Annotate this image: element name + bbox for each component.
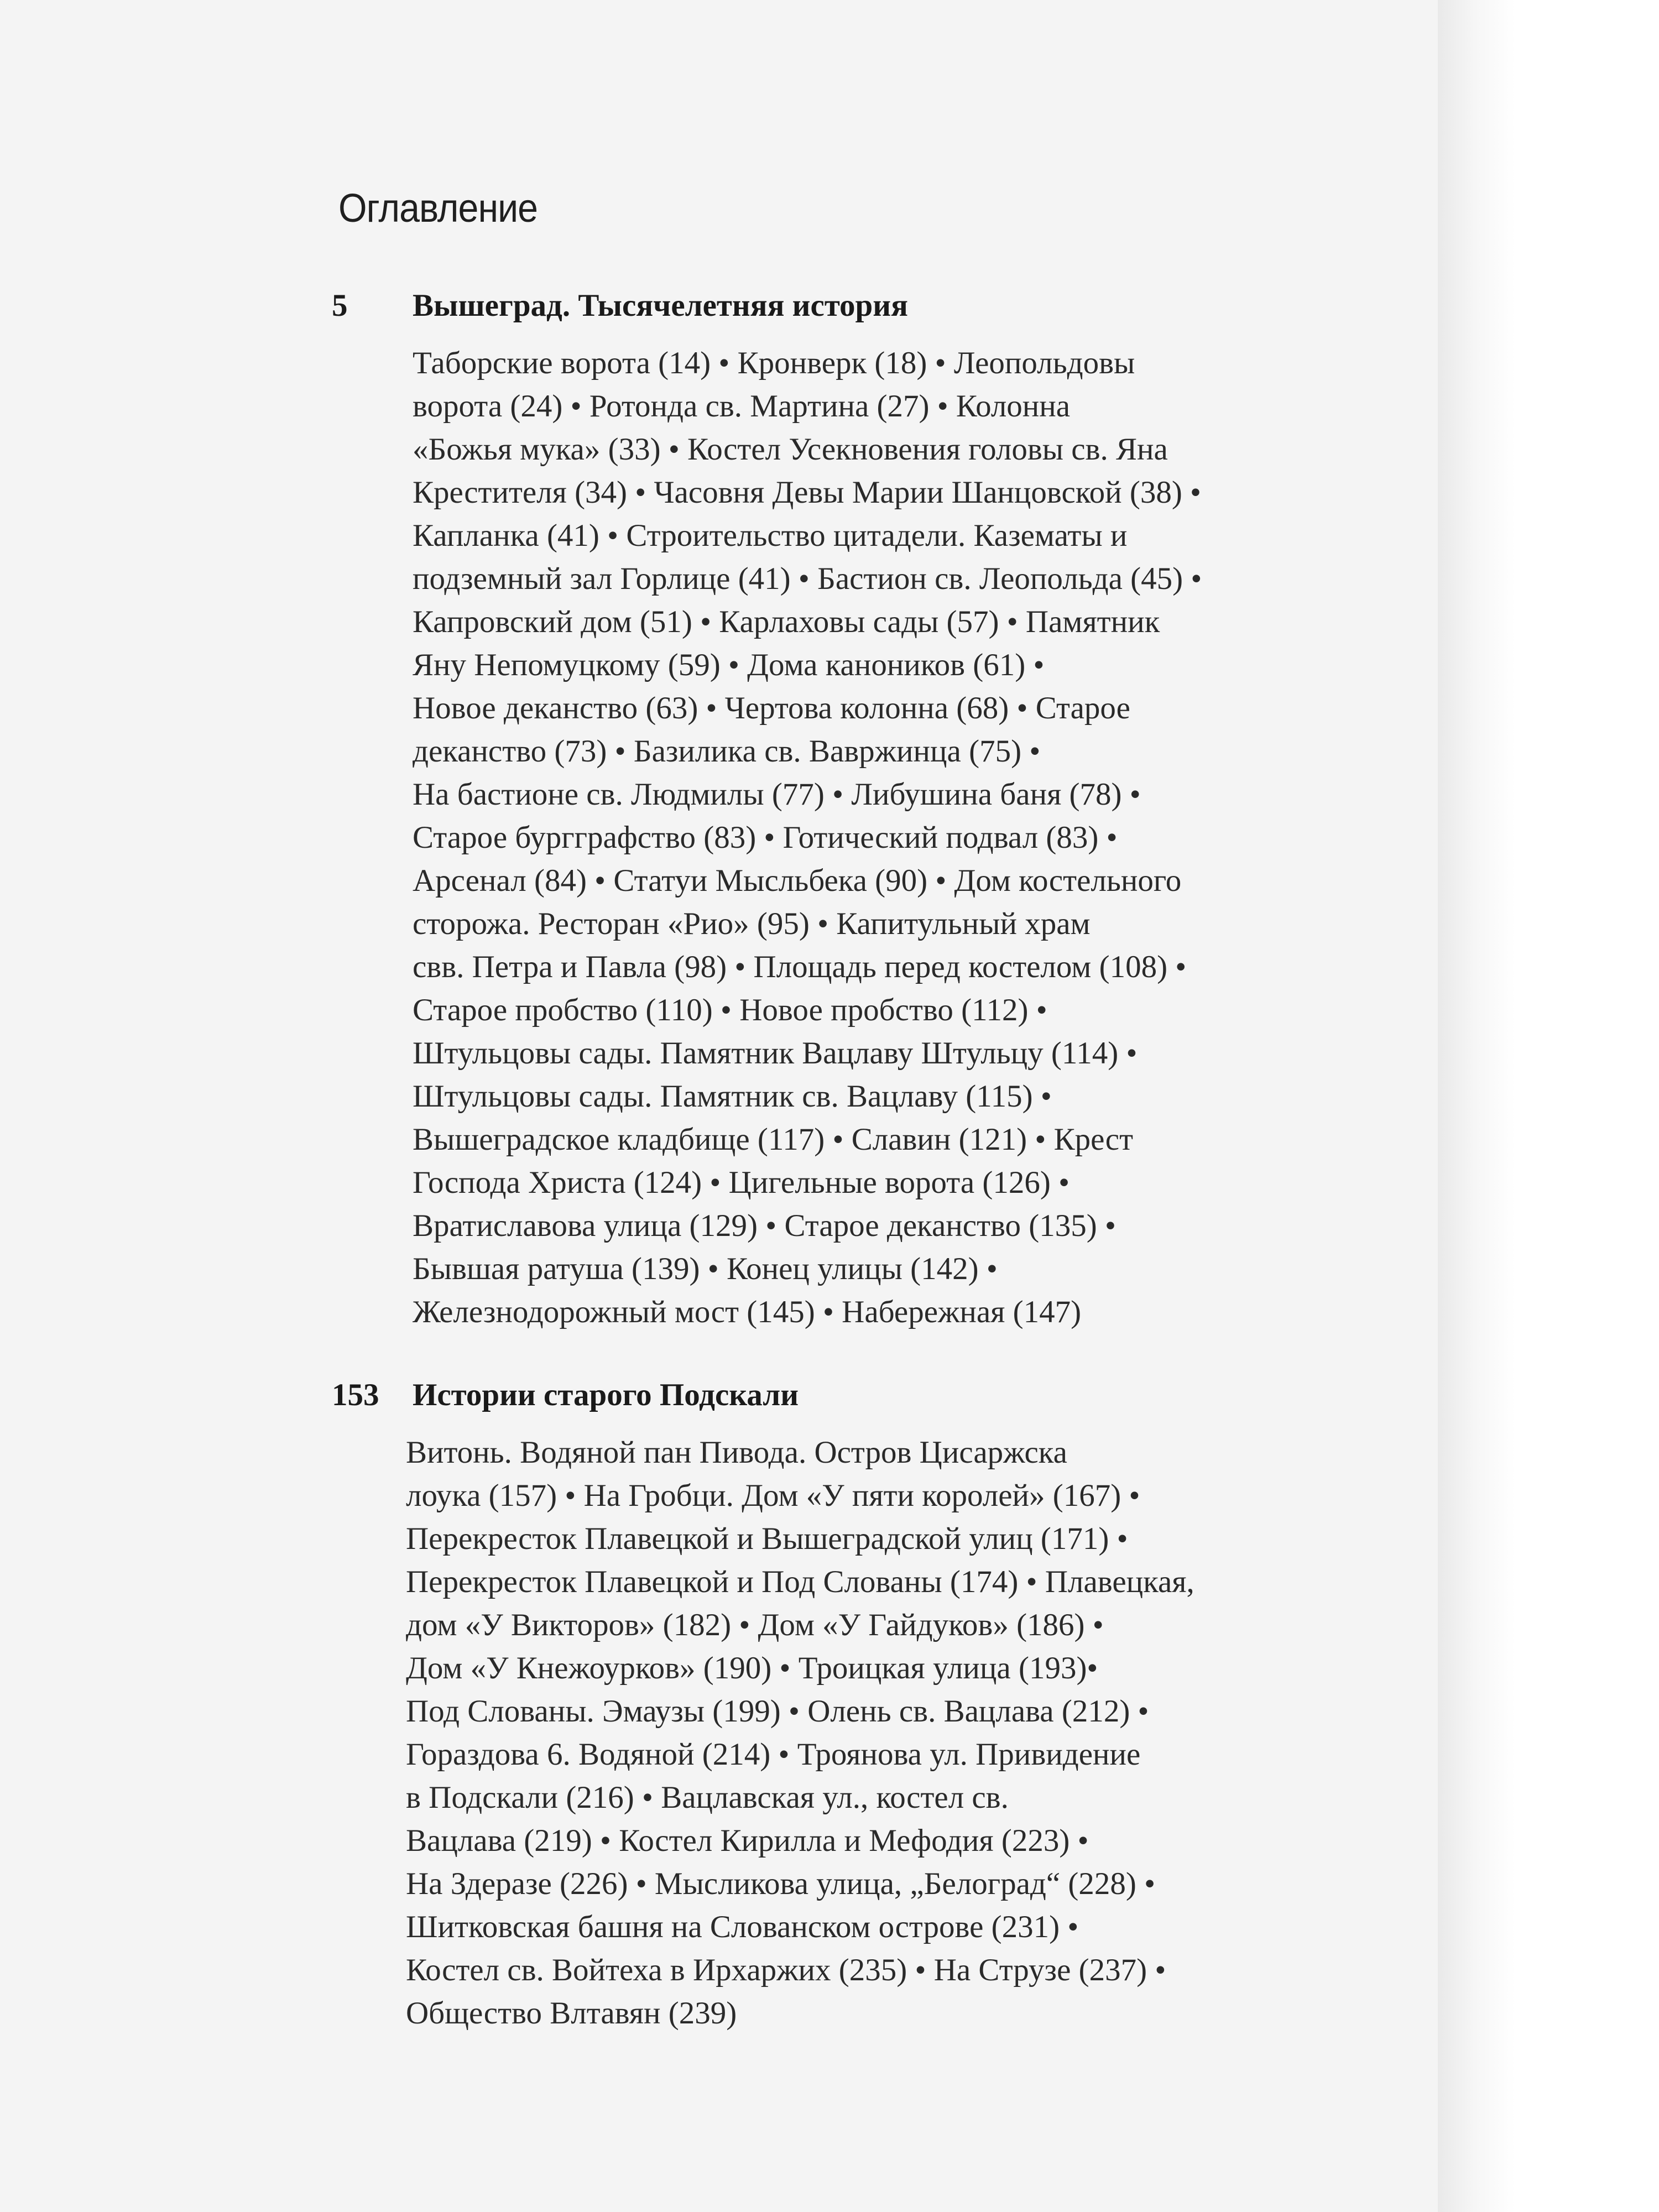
toc-section-1	[332, 288, 1316, 1334]
toc-section-entries	[413, 342, 1316, 1334]
toc-entry-line: Перекресток Плавецкой и Вышеградской улиц (171) •	[406, 1521, 1128, 1556]
toc-title: Оглавление	[338, 186, 538, 231]
toc-entry-line: Перекресток Плавецкой и Под Слованы (174) • Плавецкая,	[406, 1564, 1194, 1599]
toc-entry-line: «Божья мука» (33) • Костел Усекновения головы св. Яна	[413, 432, 1168, 467]
toc-entry-line: Старое пробство (110) • Новое пробство (112) •	[413, 993, 1047, 1027]
toc-entry-line: в Подскали (216) • Вацлавская ул., костел св.	[406, 1780, 1009, 1815]
toc-section-heading	[332, 1377, 1316, 1431]
toc-entry-line: Капланка (41) • Строительство цитадели. Казематы и	[413, 518, 1128, 553]
toc-entry-line: Крестителя (34) • Часовня Девы Марии Шанцовской (38) •	[413, 475, 1202, 510]
toc-entry-line: Общество Влтавян (239)	[406, 1996, 737, 2031]
toc-entry-line: Штульцовы сады. Памятник Вацлаву Штульцу (114) •	[413, 1036, 1138, 1071]
page-gutter	[1438, 0, 1659, 2212]
toc-entry-line: Штульцовы сады. Памятник св. Вацлаву (115) •	[413, 1079, 1052, 1114]
toc-section-title: Вышеград. Тысячелетняя история	[413, 288, 908, 323]
toc-entry-line: Шитковская башня на Слованском острове (231) •	[406, 1910, 1079, 1944]
toc-entry-line: Дом «У Кнежоурков» (190) • Троицкая улица (193)•	[406, 1651, 1098, 1686]
toc-entry-line: Витонь. Водяной пан Пивода. Остров Цисаржска	[406, 1435, 1067, 1470]
toc-entry-line: Вратиславова улица (129) • Старое деканство (135) •	[413, 1208, 1116, 1243]
toc-entry-line: дом «У Викторов» (182) • Дом «У Гайдуков» (186) •	[406, 1608, 1104, 1642]
toc-entry-line: Господа Христа (124) • Цигельные ворота (126) •	[413, 1165, 1070, 1200]
toc-entry-line: На бастионе св. Людмилы (77) • Либушина баня (78) •	[413, 777, 1141, 812]
toc-entry-line: Старое бургграфство (83) • Готический подвал (83) •	[413, 820, 1118, 855]
toc-entry-line: Железнодорожный мост (145) • Набережная (147)	[413, 1295, 1082, 1329]
toc-entry-line: деканство (73) • Базилика св. Вавржинца (75) •	[413, 734, 1041, 769]
toc-entry-line: Арсенал (84) • Статуи Мысльбека (90) • Дом костельного	[413, 863, 1182, 898]
toc-entry-line: Гораздова 6. Водяной (214) • Троянова ул. Привидение	[406, 1737, 1141, 1772]
toc-section-title: Истории старого Подскали	[413, 1378, 799, 1412]
toc-entry-line: Новое деканство (63) • Чертова колонна (68) • Старое	[413, 691, 1130, 726]
toc-entry-line: Вацлава (219) • Костел Кирилла и Мефодия (223) •	[406, 1823, 1089, 1858]
toc-entry-line: ворота (24) • Ротонда св. Мартина (27) • Колонна	[413, 389, 1071, 424]
toc-entry-line: Капровский дом (51) • Карлаховы сады (57) • Памятник	[413, 604, 1160, 639]
toc-entry-line: Таборские ворота (14) • Кронверк (18) • Леопольдовы	[413, 346, 1135, 380]
toc-entry-line: На Здеразе (226) • Мысликова улица, „Белоград“ (228) •	[406, 1866, 1156, 1901]
toc-section-page-number: 153	[332, 1378, 379, 1412]
toc-section-2	[332, 1377, 1316, 2035]
toc-entry-line: Вышеградское кладбище (117) • Славин (121) • Крест	[413, 1122, 1134, 1157]
toc-section-page-number: 5	[332, 288, 348, 323]
toc-section-heading	[332, 288, 1316, 342]
toc-entry-line: Костел св. Войтеха в Ирхаржих (235) • На Струзе (237) •	[406, 1953, 1166, 1987]
toc-entry-line: Под Слованы. Эмаузы (199) • Олень св. Вацлава (212) •	[406, 1694, 1149, 1729]
toc-entry-line: свв. Петра и Павла (98) • Площадь перед костелом (108) •	[413, 950, 1187, 984]
toc-section-entries	[406, 1431, 1316, 2035]
toc-entry-line: Яну Непомуцкому (59) • Дома каноников (61) •	[413, 648, 1045, 682]
toc-entry-line: подземный зал Горлице (41) • Бастион св. Леопольда (45) •	[413, 561, 1202, 596]
toc-entry-line: лоука (157) • На Гробци. Дом «У пяти королей» (167) •	[406, 1478, 1140, 1513]
toc-entry-line: сторожа. Ресторан «Рио» (95) • Капитульный храм	[413, 906, 1091, 941]
toc-entry-line: Бывшая ратуша (139) • Конец улицы (142) •	[413, 1251, 998, 1286]
